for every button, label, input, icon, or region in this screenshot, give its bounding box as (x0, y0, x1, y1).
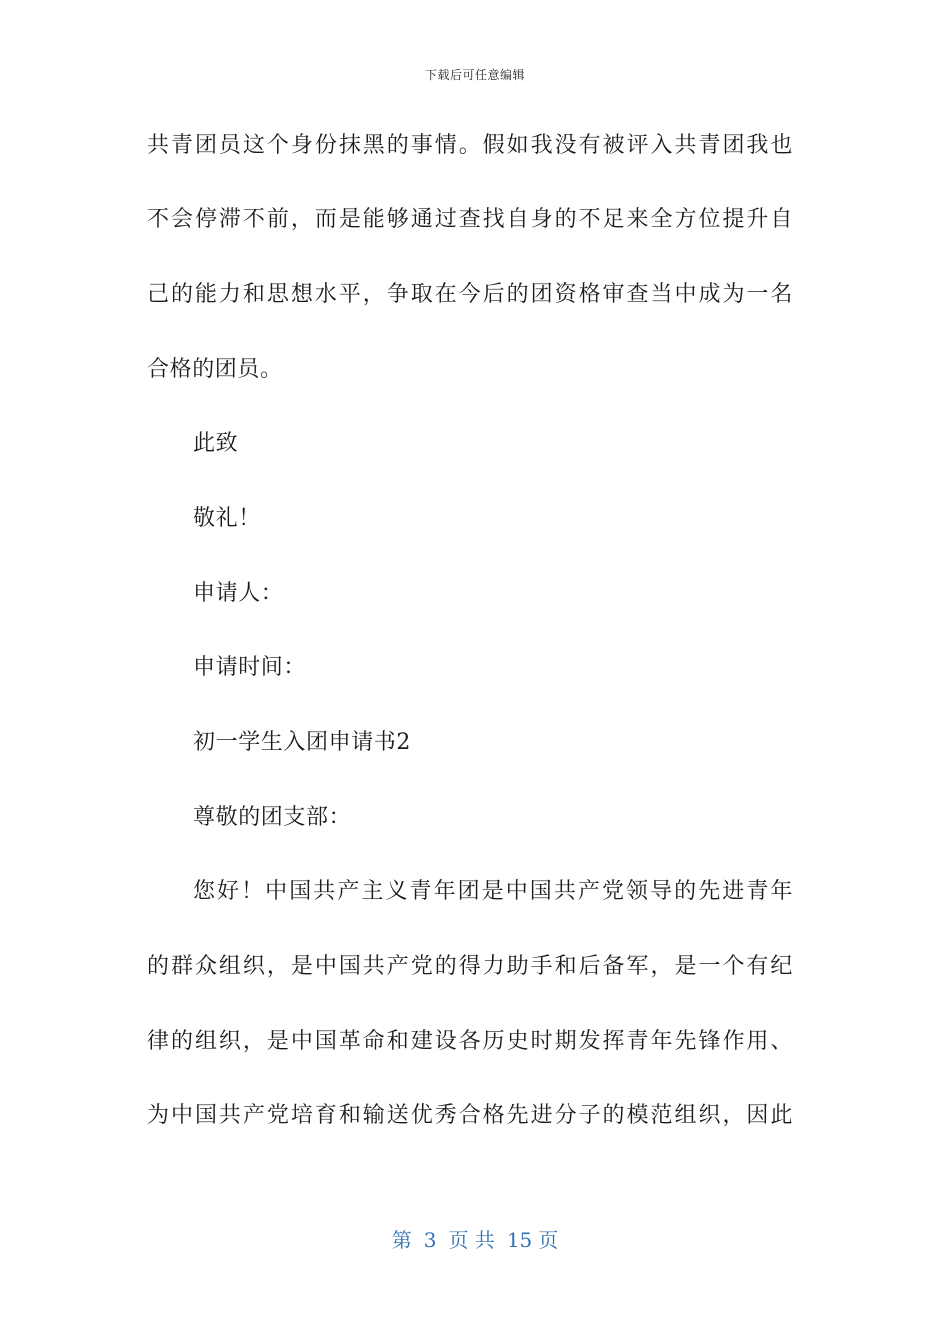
application-date-label: 申请时间： (193, 655, 307, 680)
section-title: 初一学生入团申请书2 (193, 730, 411, 755)
applicant-label: 申请人： (193, 581, 284, 606)
page-header: 下载后可任意编辑 (424, 68, 525, 82)
footer-middle: 页 共 (448, 1228, 495, 1252)
paragraph-line: 共青团员这个身份抹黑的事情。假如我没有被评入共青团我也 (147, 133, 793, 158)
footer-prefix: 第 (391, 1228, 412, 1252)
paragraph-line: 不会停滞不前，而是能够通过查找自身的不足来全方位提升自 (147, 207, 793, 232)
closing-regards: 敬礼！ (193, 506, 261, 531)
paragraph-line: 的群众组织，是中国共产党的得力助手和后备军，是一个有纪 (147, 954, 793, 979)
paragraph-line: 合格的团员。 (147, 357, 283, 382)
page-number-footer (0, 1224, 950, 1253)
paragraph-line: 为中国共产党培育和输送优秀合格先进分子的模范组织，因此 (147, 1103, 793, 1128)
total-pages-number: 15 (506, 1228, 533, 1252)
current-page-number: 3 (423, 1228, 437, 1252)
footer-suffix: 页 (538, 1228, 559, 1252)
paragraph-line: 律的组织，是中国革命和建设各历史时期发挥青年先锋作用、 (147, 1029, 793, 1054)
letter-greeting: 尊敬的团支部： (193, 805, 352, 830)
paragraph-line: 您好！中国共产主义青年团是中国共产党领导的先进青年 (193, 879, 793, 904)
closing-salutation: 此致 (193, 431, 239, 456)
paragraph-line: 己的能力和思想水平，争取在今后的团资格审查当中成为一名 (147, 282, 793, 307)
